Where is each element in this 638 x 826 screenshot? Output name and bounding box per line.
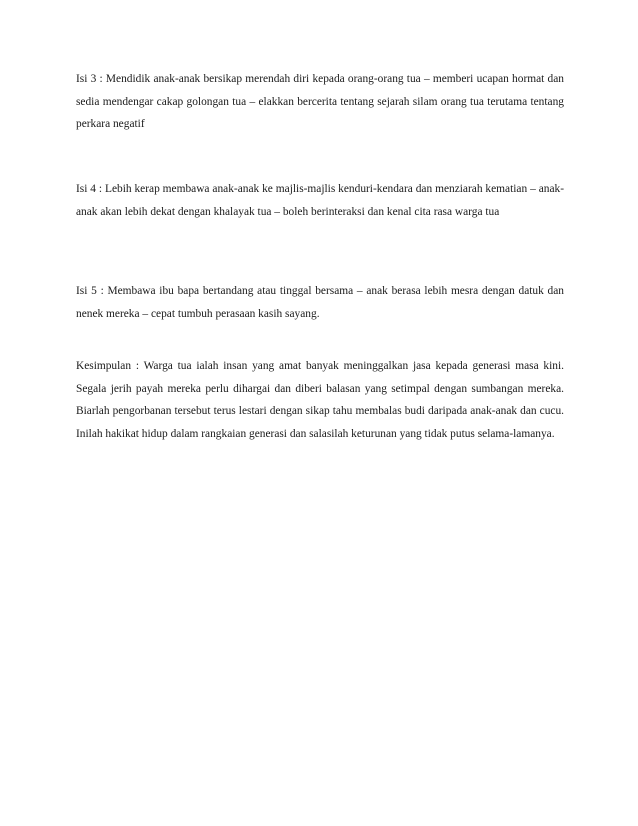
paragraph-isi-5: Isi 5 : Membawa ibu bapa bertandang atau tinggal bersama – anak berasa lebih mesra dengan datuk dan nenek mereka – cepat tumbuh perasaan kasih sayang. <box>76 285 564 320</box>
paragraph-kesimpulan: Kesimpulan : Warga tua ialah insan yang amat banyak meninggalkan jasa kepada generasi masa kini. Segala jerih payah mereka perlu dihargai dan diberi balasan yang setimpal dengan sumbangan mereka. Biarlah pengorbanan tersebut terus lestari dengan sikap tahu membalas budi daripada anak-anak dan cucu. Inilah hakikat hidup dalam rangkaian generasi dan salasilah keturunan yang tidak putus selama-lamanya. <box>76 360 564 440</box>
paragraph-isi-4: Isi 4 : Lebih kerap membawa anak-anak ke majlis-majlis kenduri-kendara dan menziarah kematian – anak-anak akan lebih dekat dengan khalayak tua – boleh berinteraksi dan kenal cita rasa warga tua <box>76 183 564 218</box>
paragraph-isi-3: Isi 3 : Mendidik anak-anak bersikap merendah diri kepada orang-orang tua – memberi ucapan hormat dan sedia mendengar cakap golongan tua – elakkan bercerita tentang sejarah silam orang tua terutama tentang perkara negatif <box>76 73 564 130</box>
